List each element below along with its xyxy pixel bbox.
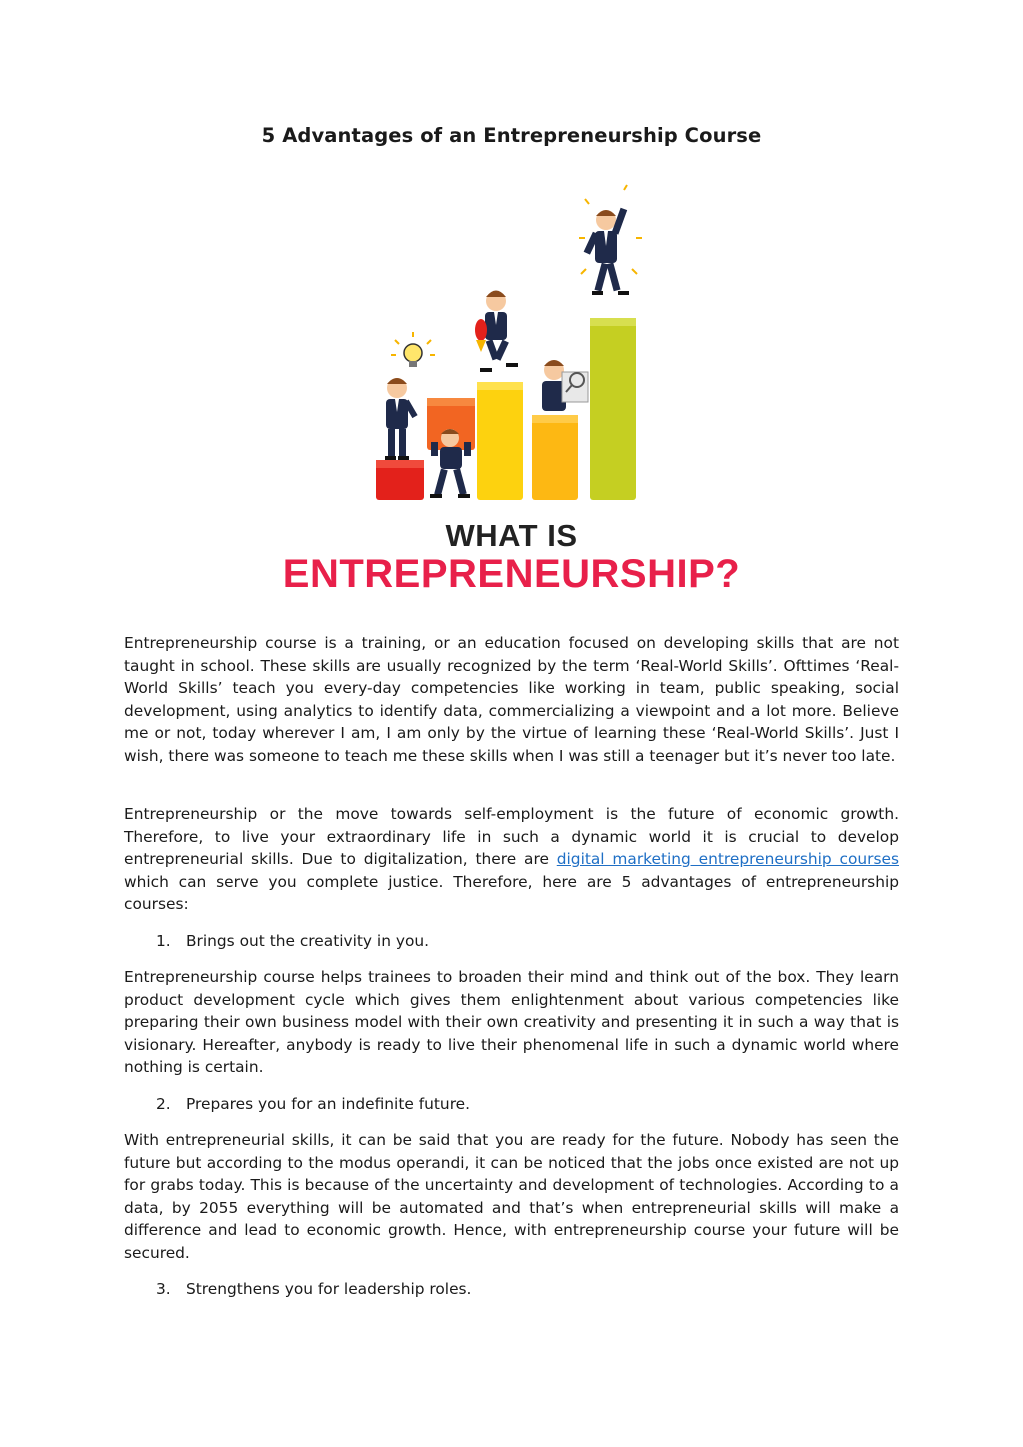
paragraph-growth <box>124 803 899 916</box>
entrepreneurship-illustration <box>300 180 730 510</box>
paragraph-text: Entrepreneurship course helps trainees to broaden their mind and think out of the box. They learn product development cycle which gives them enlightenment about various competencies like preparing their own business model with their own creativity and presenting it in such a way that is visionary. Hereafter, anybody is ready to live their phenomenal life in such a dynamic world where nothing is certain. <box>124 968 899 1076</box>
paragraph-intro <box>124 632 899 767</box>
list-item-number: 1. <box>156 932 171 950</box>
businessman-celebrating <box>579 185 642 295</box>
list-item <box>156 1278 471 1301</box>
bar-yellow <box>477 382 523 500</box>
paragraph-text: With entrepreneurial skills, it can be said that you are ready for the future. Nobody has seen the future but according to the modus operandi, it can be noticed that the jobs once existed are not up for grabs today. This is because of the uncertainty and development of technologies. According to a data, by 2055 everything will be automated and that’s when entrepreneurial skills will make a difference and lead to economic growth. Hence, with entrepreneurship course your future will be secured. <box>124 1131 899 1262</box>
bar-green <box>590 318 636 500</box>
paragraph-text-start: Entrepreneurship or the move towards self-employment is the future of economic growth. Therefore, to live your extraordinary life in such a dynamic world it is crucial to develop entrepreneurial skills. Due to digitalization, there are <box>124 805 899 868</box>
businessman-analyzing <box>542 360 588 411</box>
list-item-text: Strengthens you for leadership roles. <box>186 1280 472 1298</box>
paragraph-text-end: which can serve you complete justice. Therefore, here are 5 advantages of entrepreneurship courses: <box>124 872 899 913</box>
businessman-thinking <box>385 378 418 460</box>
course-link[interactable]: digital marketing entrepreneurship courses <box>556 850 899 868</box>
list-item <box>156 1093 470 1116</box>
list-item-number: 3. <box>156 1280 171 1298</box>
list-item-text: Prepares you for an indefinite future. <box>186 1095 471 1113</box>
paragraph-creativity <box>124 966 899 1079</box>
paragraph-text <box>124 803 899 916</box>
bar-amber <box>532 415 578 500</box>
document-title: 5 Advantages of an Entrepreneurship Course <box>261 124 762 147</box>
list-item-number: 2. <box>156 1095 171 1113</box>
lightbulb-icon <box>391 332 435 367</box>
paragraph-text: Entrepreneurship course is a training, or an education focused on developing skills that are not taught in school. These skills are usually recognized by the term ‘Real-World Skills’. Ofttimes ‘Real-World Skills’ teach you every-day competencies like working in team, public speaking, social development, using analytics to identify data, commercializing a viewpoint and a lot more. Believe me or not, today wherever I am, I am only by the virtue of learning these ‘Real-World Skills’. Just I wish, there was someone to teach me these skills when I was still a teenager but it’s never too late. <box>124 634 899 765</box>
hero-heading-line1: WHAT IS <box>445 518 578 553</box>
hero-heading-line2: ENTREPRENEURSHIP? <box>282 552 741 596</box>
paragraph-future <box>124 1129 899 1264</box>
list-item-text: Brings out the creativity in you. <box>186 932 430 950</box>
list-item <box>156 930 429 953</box>
businessman-jumping <box>475 291 518 373</box>
